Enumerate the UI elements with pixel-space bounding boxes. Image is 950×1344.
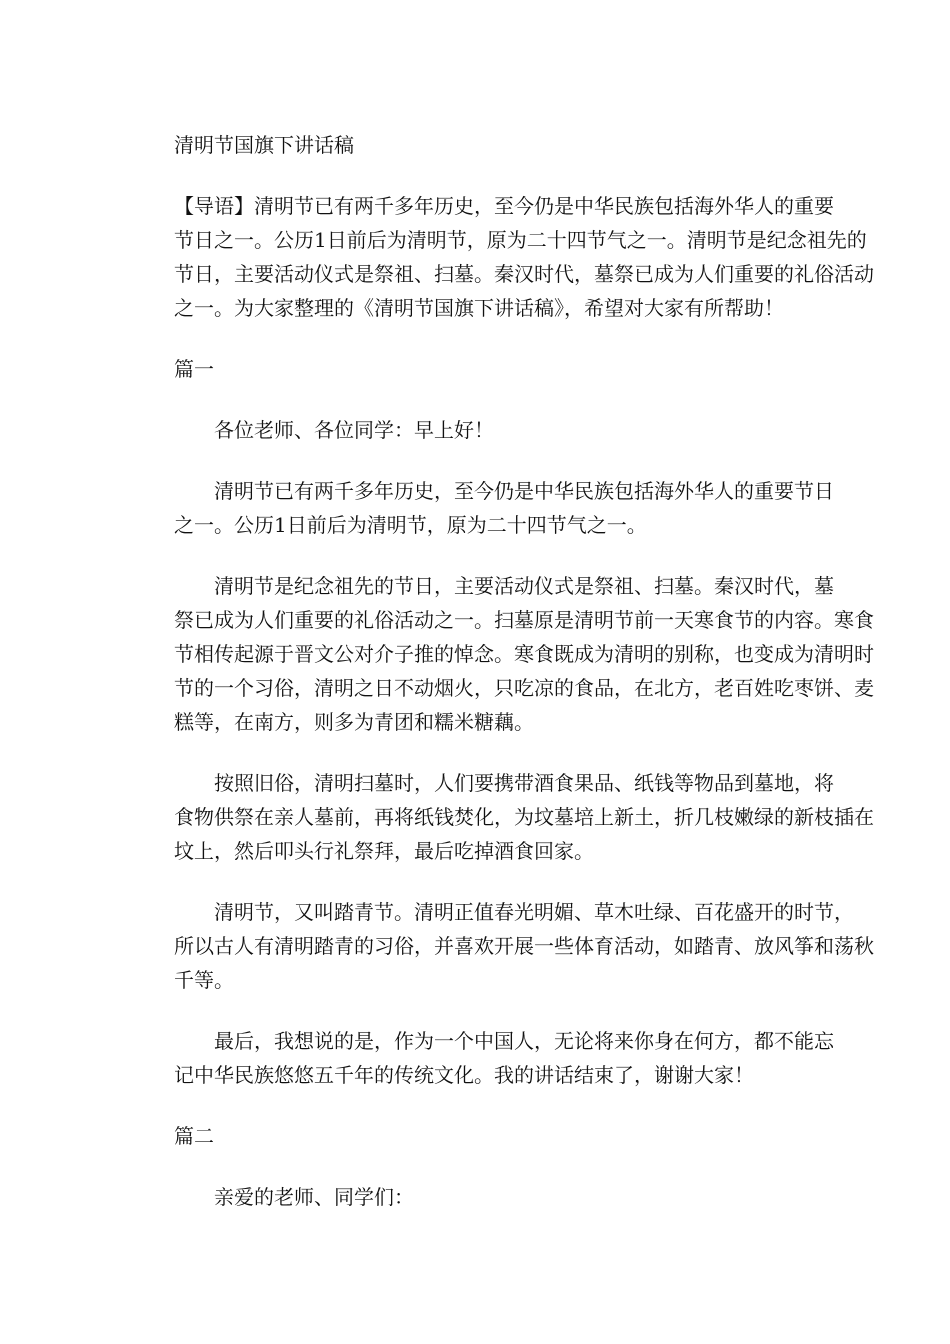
document-body [174,128,874,1241]
section-label-1: 篇一 [174,357,214,381]
paragraph-line: 清明节是纪念祖先的节日，主要活动仪式是祭祖、扫墓。秦汉时代，墓 [214,574,834,598]
body-paragraph-2 [174,569,874,739]
paragraph-line: 按照旧俗，清明扫墓时，人们要携带酒食果品、纸钱等物品到墓地，将 [214,771,834,795]
paragraph-line: 清明节已有两千多年历史，至今仍是中华民族包括海外华人的重要节日 [214,479,834,503]
intro-paragraph [174,189,874,325]
paragraph-line: 清明节，又叫踏青节。清明正值春光明媚、草木吐绿、百花盛开的时节， [214,900,854,924]
paragraph-line: 记中华民族悠悠五千年的传统文化。我的讲话结束了，谢谢大家！ [174,1063,754,1087]
greeting-paragraph-1 [174,413,808,447]
paragraph-line: 最后，我想说的是，作为一个中国人，无论将来你身在何方，都不能忘 [214,1029,834,1053]
body-paragraph-4 [174,895,874,997]
paragraph-line: 祭已成为人们重要的礼俗活动之一。扫墓原是清明节前一天寒食节的内容。寒食 [174,608,874,632]
greeting-line: 亲爱的老师、同学们： [214,1185,414,1209]
paragraph-line: 之一。公历1日前后为清明节，原为二十四节气之一。 [174,513,647,537]
body-paragraph-3 [174,766,874,868]
greeting-line: 各位老师、各位同学：早上好！ [214,418,494,442]
paragraph-line: 坟上，然后叩头行礼祭拜，最后吃掉酒食回家。 [174,839,594,863]
greeting-paragraph-2 [174,1180,808,1214]
paragraph-line: 千等。 [174,968,234,992]
paragraph-line: 节的一个习俗，清明之日不动烟火，只吃凉的食品，在北方，老百姓吃枣饼、麦 [174,676,874,700]
paragraph-line: 食物供祭在亲人墓前，再将纸钱焚化，为坟墓培上新土，折几枝嫩绿的新枝插在 [174,805,874,829]
intro-line: 节日之一。公历1日前后为清明节，原为二十四节气之一。清明节是纪念祖先的 [174,228,867,252]
paragraph-line: 所以古人有清明踏青的习俗，并喜欢开展一些体育活动，如踏青、放风筝和荡秋 [174,934,874,958]
intro-line: 之一。为大家整理的《清明节国旗下讲话稿》，希望对大家有所帮助！ [174,296,784,320]
document-title: 清明节国旗下讲话稿 [174,133,354,157]
paragraph-line: 节相传起源于晋文公对介子推的悼念。寒食既成为清明的别称，也变成为清明时 [174,642,874,666]
body-paragraph-1 [174,474,834,542]
body-paragraph-5 [174,1024,834,1092]
paragraph-line: 糕等，在南方，则多为青团和糯米糖藕。 [174,710,534,734]
intro-line: 【导语】清明节已有两千多年历史，至今仍是中华民族包括海外华人的重要 [174,194,834,218]
section-label-2: 篇二 [174,1124,214,1148]
intro-line: 节日，主要活动仪式是祭祖、扫墓。秦汉时代，墓祭已成为人们重要的礼俗活动 [174,262,874,286]
